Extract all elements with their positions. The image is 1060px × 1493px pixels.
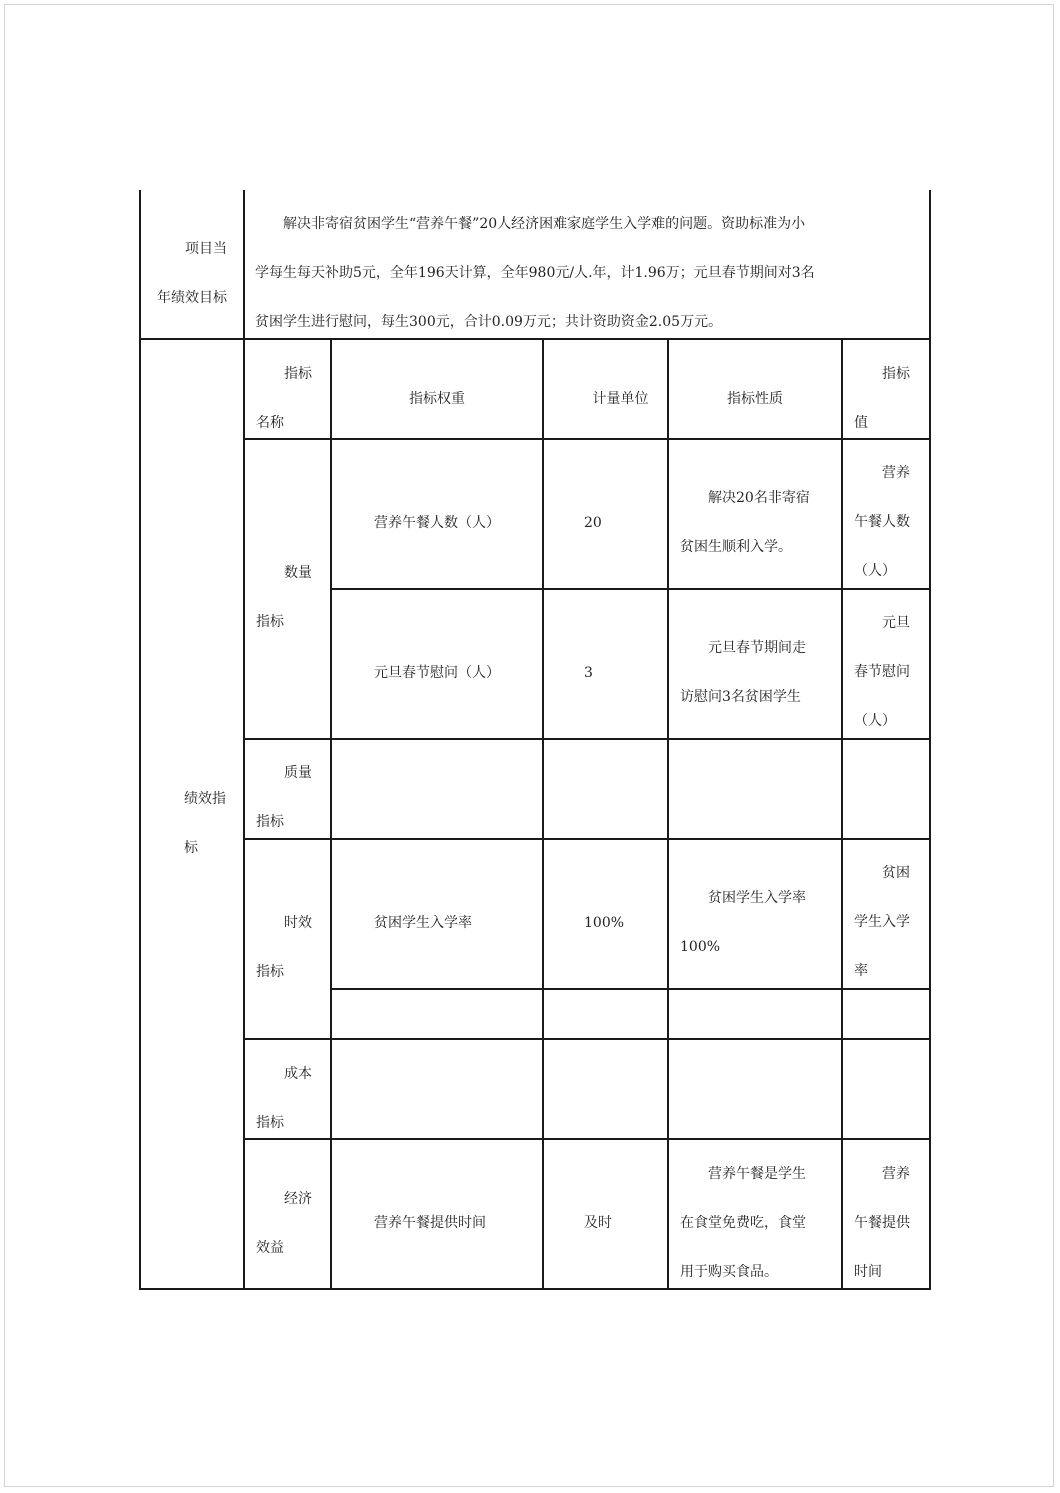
- value-line: （人）: [854, 713, 896, 729]
- category-timeliness: [245, 899, 330, 997]
- nature-line: 用于购买食品。: [680, 1264, 778, 1280]
- row-visit-unit: 3: [584, 665, 593, 681]
- goal-text: [245, 200, 929, 347]
- header-unit: 计量单位: [592, 391, 649, 407]
- value-line: 贫困: [882, 865, 910, 881]
- category-economic: [245, 1175, 330, 1273]
- header-value-line: 值: [854, 415, 868, 431]
- indicator-label: [141, 775, 243, 873]
- nature-line: 元旦春节期间走: [708, 640, 806, 656]
- value-line: 午餐人数: [854, 514, 910, 530]
- value-line: 午餐提供: [854, 1215, 910, 1231]
- nature-line: 100%: [680, 939, 721, 955]
- row-visit-nature: [669, 624, 841, 722]
- category-line: 指标: [256, 814, 284, 830]
- nature-line: 贫困学生入学率: [708, 890, 806, 906]
- row-lunch-weight: 营养午餐人数（人）: [374, 515, 500, 531]
- table-rule: [243, 1138, 931, 1140]
- value-line: 学生入学: [854, 914, 910, 930]
- header-value-line: 指标: [882, 366, 910, 382]
- category-line: 指标: [256, 1115, 284, 1131]
- table-rule: [243, 438, 931, 440]
- table-border-right: [929, 190, 931, 1290]
- nature-line: 解决20名非寄宿: [708, 490, 810, 506]
- goal-text-line: 贫困学生进行慰问，每生300元，合计0.09万元；共计资助资金2.05万元。: [255, 314, 723, 330]
- value-line: 营养: [882, 465, 910, 481]
- value-line: 营养: [882, 1166, 910, 1182]
- goal-label: [141, 225, 243, 323]
- table-rule: [330, 588, 931, 590]
- header-name: [245, 350, 330, 448]
- row-enroll-unit: 100%: [584, 915, 625, 931]
- table-rule: [330, 988, 931, 990]
- indicator-label-line: 标: [184, 840, 198, 856]
- category-line: 成本: [284, 1066, 312, 1082]
- row-enroll-weight: 贫困学生入学率: [374, 915, 472, 931]
- value-line: 春节慰问: [854, 664, 910, 680]
- category-line: 时效: [284, 915, 312, 931]
- category-line: 指标: [256, 614, 284, 630]
- row-enroll-nature: [669, 874, 841, 972]
- row-lunch-unit: 20: [584, 515, 602, 531]
- category-quality: [245, 749, 330, 847]
- table-border-left: [139, 190, 141, 1290]
- goal-text-line: 解决非寄宿贫困学生“营养午餐”20人经济困难家庭学生入学难的问题。资助标准为小: [283, 216, 806, 232]
- row-enroll-value: [843, 849, 929, 996]
- row-lunch-nature: [669, 474, 841, 572]
- header-name-line: 名称: [256, 415, 284, 431]
- nature-line: 在食堂免费吃，食堂: [680, 1215, 806, 1231]
- row-supply-value: [843, 1150, 929, 1297]
- row-supply-unit: 及时: [584, 1215, 612, 1231]
- indicator-label-line: 绩效指: [184, 791, 226, 807]
- value-line: （人）: [854, 563, 896, 579]
- goal-text-line: 学每生每天补助5元，全年196天计算，全年980元/人.年，计1.96万；元旦春节期间对3名: [255, 265, 815, 281]
- header-name-line: 指标: [284, 366, 312, 382]
- goal-label-line: 项目当: [185, 241, 227, 257]
- table-rule: [330, 339, 332, 1290]
- category-line: 效益: [256, 1240, 284, 1256]
- row-visit-value: [843, 599, 929, 746]
- header-value: [843, 350, 929, 448]
- value-line: 时间: [854, 1264, 882, 1280]
- value-line: 元旦: [882, 615, 910, 631]
- category-cost: [245, 1050, 330, 1148]
- row-supply-nature: [669, 1150, 841, 1297]
- category-line: 指标: [256, 964, 284, 980]
- category-line: 经济: [284, 1191, 312, 1207]
- table-rule: [243, 1038, 931, 1040]
- table-rule: [243, 838, 931, 840]
- nature-line: 营养午餐是学生: [708, 1166, 806, 1182]
- goal-label-line: 年绩效目标: [157, 290, 227, 306]
- table-rule: [243, 738, 931, 740]
- header-weight: 指标权重: [409, 391, 465, 407]
- row-visit-weight: 元旦春节慰问（人）: [374, 665, 500, 681]
- category-line: 质量: [284, 765, 312, 781]
- category-quantity: [245, 549, 330, 647]
- table-rule: [542, 339, 544, 1290]
- header-nature: 指标性质: [727, 391, 783, 407]
- nature-line: 访慰问3名贫困学生: [680, 689, 801, 705]
- nature-line: 贫困生顺利入学。: [680, 539, 792, 555]
- row-supply-weight: 营养午餐提供时间: [374, 1215, 486, 1231]
- row-lunch-value: [843, 449, 929, 596]
- category-line: 数量: [284, 565, 312, 581]
- value-line: 率: [854, 963, 868, 979]
